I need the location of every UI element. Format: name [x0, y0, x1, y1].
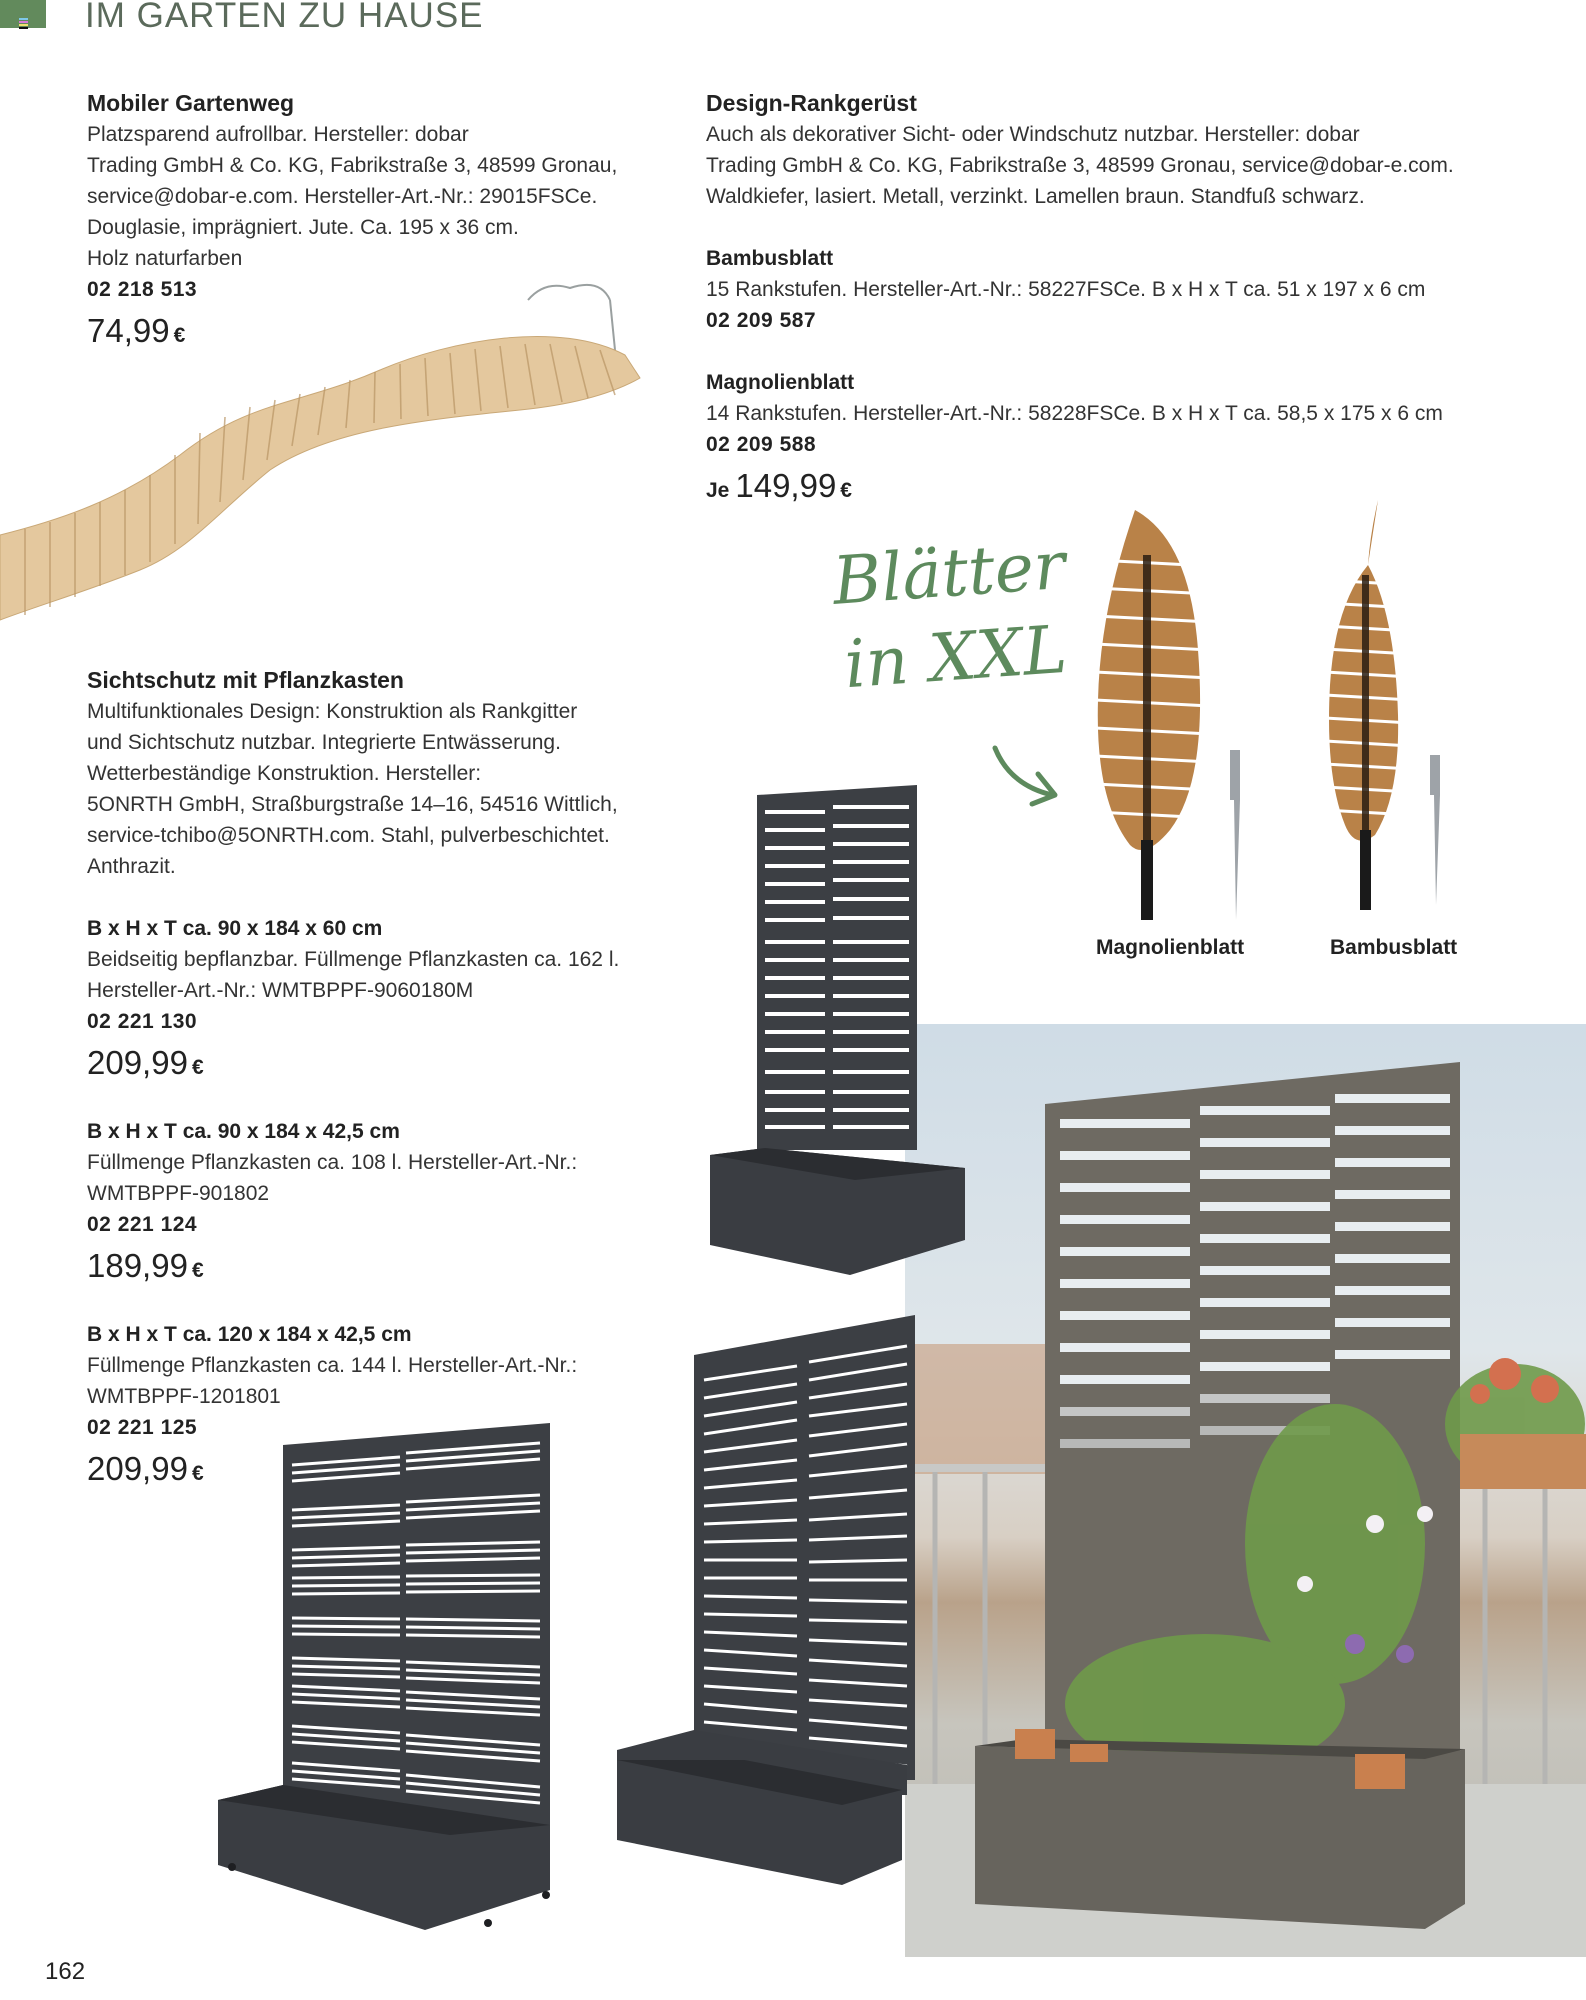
- product-description-line: Multifunktionales Design: Konstruktion als Rankgitter: [87, 700, 578, 723]
- price-value: 74,99: [87, 312, 170, 349]
- product-description-line: Auch als dekorativer Sicht- oder Windschutz nutzbar. Hersteller: dobar: [706, 123, 1360, 146]
- product-title: Design-Rankgerüst: [706, 90, 917, 116]
- variant-dimensions: B x H x T ca. 90 x 184 x 60 cm: [87, 917, 383, 940]
- callout-line: in XXL: [842, 610, 1070, 704]
- variant-description: Hersteller-Art.-Nr.: WMTBPPF-9060180M: [87, 979, 474, 1002]
- variant-description: 15 Rankstufen. Hersteller-Art.-Nr.: 58227FSCe. B x H x T ca. 51 x 197 x 6 cm: [706, 278, 1426, 301]
- currency: €: [191, 1056, 204, 1079]
- variant-description: Füllmenge Pflanzkasten ca. 144 l. Hersteller-Art.-Nr.:: [87, 1354, 578, 1377]
- sichtschutz-90x42-planter: [612, 1760, 922, 1900]
- currency: €: [191, 1462, 204, 1485]
- variant-description: Füllmenge Pflanzkasten ca. 108 l. Hersteller-Art.-Nr.:: [87, 1151, 578, 1174]
- product-description-line: Douglasie, imprägniert. Jute. Ca. 195 x 36 cm.: [87, 216, 519, 239]
- price-prefix: Je: [706, 479, 730, 502]
- product-description-line: service-tchibo@5ONRTH.com. Stahl, pulverbeschichtet.: [87, 824, 610, 847]
- price-value: 209,99: [87, 1044, 188, 1081]
- section-title: IM GARTEN ZU HAUSE: [85, 0, 484, 35]
- magnolienblatt-image: [1090, 500, 1290, 930]
- article-number: 02 221 124: [87, 1213, 198, 1236]
- product-title: Mobiler Gartenweg: [87, 90, 295, 116]
- product-description-line: Waldkiefer, lasiert. Metall, verzinkt. Lamellen braun. Standfuß schwarz.: [706, 185, 1365, 208]
- article-number: 02 221 130: [87, 1010, 198, 1033]
- variant-dimensions: B x H x T ca. 90 x 184 x 42,5 cm: [87, 1120, 400, 1143]
- product-rankgeruest: [706, 88, 1454, 513]
- garden-path-image: [0, 270, 660, 650]
- lifestyle-photo: [905, 1024, 1586, 1957]
- price: [87, 1041, 619, 1090]
- currency: €: [191, 1259, 204, 1282]
- variant-dimensions: B x H x T ca. 120 x 184 x 42,5 cm: [87, 1323, 412, 1346]
- sichtschutz-120x42-image: [210, 1415, 570, 2000]
- section-tab-marker: [0, 0, 46, 28]
- product-description-line: Platzsparend aufrollbar. Hersteller: dobar: [87, 123, 469, 146]
- product-description-line: 5ONRTH GmbH, Straßburgstraße 14–16, 54516 Wittlich,: [87, 793, 618, 816]
- currency: €: [173, 324, 186, 347]
- product-description-line: Trading GmbH & Co. KG, Fabrikstraße 3, 48599 Gronau, service@dobar-e.com.: [706, 154, 1454, 177]
- variant-description: WMTBPPF-901802: [87, 1182, 270, 1205]
- price-value: 149,99: [735, 467, 837, 504]
- product-description-line: Wetterbeständige Konstruktion. Hersteller:: [87, 762, 482, 785]
- product-description-line: Holz naturfarben: [87, 247, 243, 270]
- variant-name: Bambusblatt: [706, 247, 834, 270]
- terrace-scene-illustration: [905, 1024, 1586, 1957]
- article-number: 02 221 125: [87, 1416, 198, 1439]
- article-number: 02 209 587: [706, 309, 817, 332]
- product-sichtschutz: [87, 665, 619, 1496]
- product-description-line: Trading GmbH & Co. KG, Fabrikstraße 3, 48599 Gronau,: [87, 154, 618, 177]
- variant-description: WMTBPPF-1201801: [87, 1385, 281, 1408]
- currency: €: [840, 479, 852, 502]
- price-value: 209,99: [87, 1450, 188, 1487]
- image-label-bambusblatt: Bambusblatt: [1330, 936, 1458, 959]
- sichtschutz-90x60-image: [705, 780, 970, 1280]
- page-number: 162: [45, 1958, 86, 1985]
- product-description-line: und Sichtschutz nutzbar. Integrierte Entwässerung.: [87, 731, 561, 754]
- variant-description: Beidseitig bepflanzbar. Füllmenge Pflanzkasten ca. 162 l.: [87, 948, 620, 971]
- price: [87, 1244, 619, 1293]
- price-value: 189,99: [87, 1247, 188, 1284]
- article-number: 02 209 588: [706, 433, 817, 456]
- arrow-icon: [990, 740, 1070, 810]
- variant-name: Magnolienblatt: [706, 371, 855, 394]
- color-marks-icon: [19, 18, 28, 28]
- product-description-line: service@dobar-e.com. Hersteller-Art.-Nr.: 29015FSCe.: [87, 185, 598, 208]
- bambusblatt-image: [1320, 495, 1480, 925]
- product-description-line: Anthrazit.: [87, 855, 176, 878]
- callout-text: [830, 524, 1074, 708]
- variant-description: 14 Rankstufen. Hersteller-Art.-Nr.: 58228FSCe. B x H x T ca. 58,5 x 175 x 6 cm: [706, 402, 1443, 425]
- article-number: 02 218 513: [87, 278, 198, 301]
- callout-line: Blätter: [830, 526, 1068, 620]
- image-label-magnolienblatt: Magnolienblatt: [1096, 936, 1245, 959]
- sichtschutz-90x42-image: [612, 1310, 922, 1800]
- product-title: Sichtschutz mit Pflanzkasten: [87, 667, 404, 693]
